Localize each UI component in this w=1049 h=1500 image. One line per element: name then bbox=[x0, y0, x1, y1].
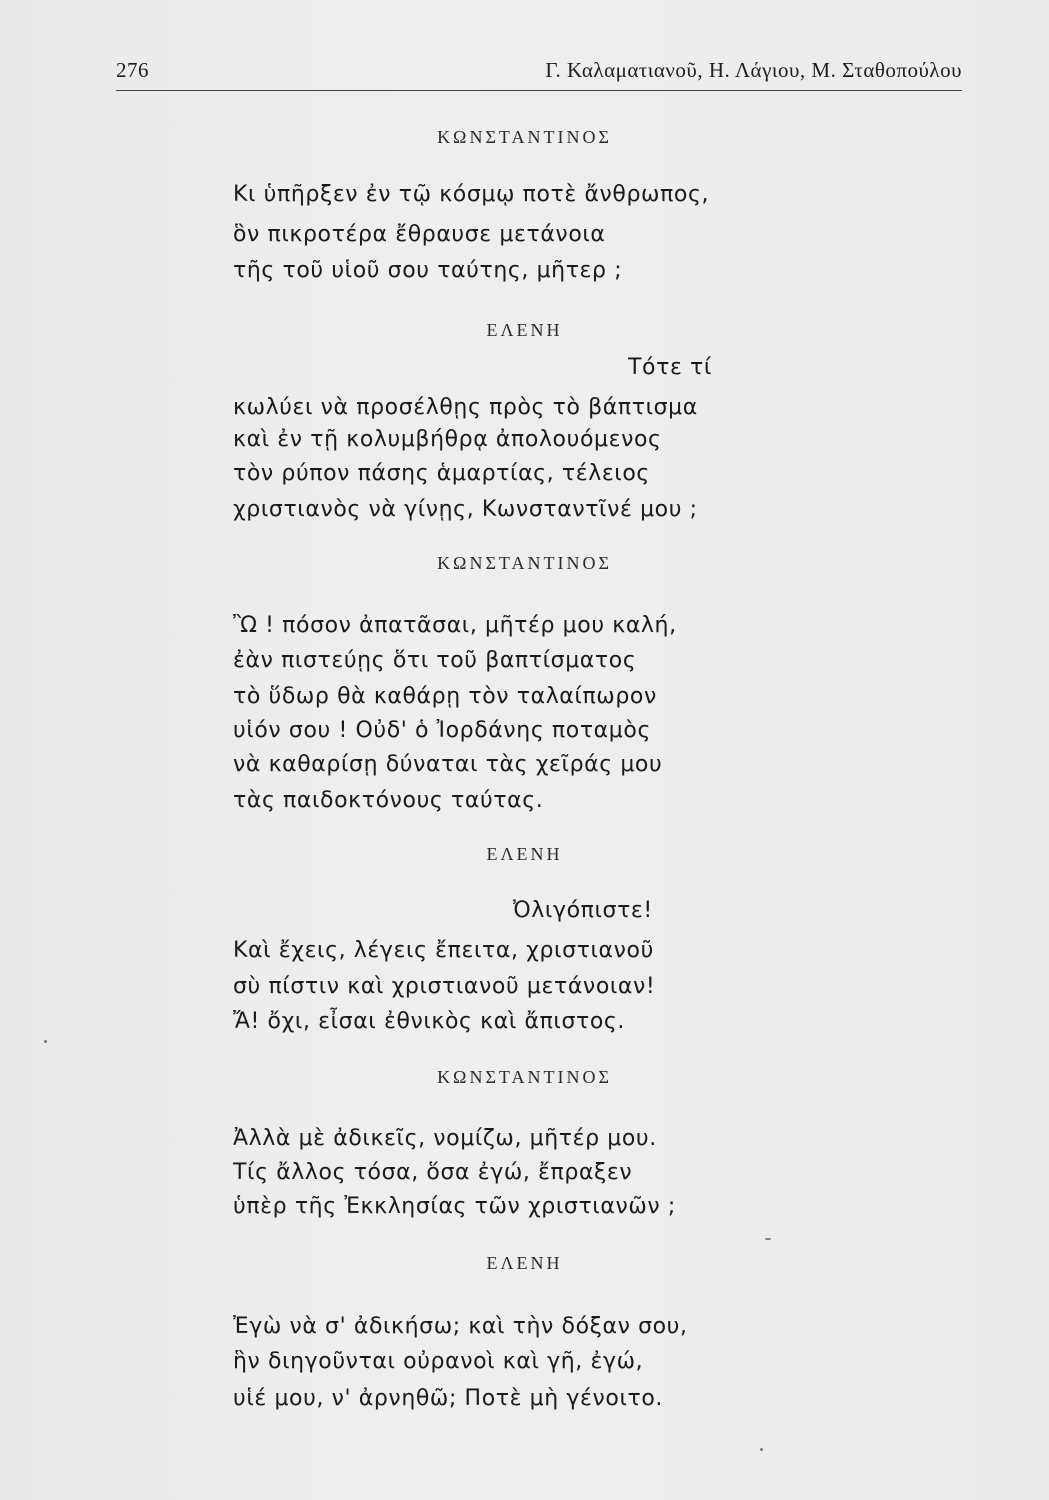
paper-speck bbox=[44, 1040, 47, 1043]
verse-line: τὸ ὕδωρ θὰ καθάρῃ τὸν ταλαίπωρον bbox=[233, 684, 657, 709]
verse-line: υἱόν σου ! Οὐδ' ὁ Ἰορδάνης ποταμὸς bbox=[233, 718, 651, 743]
verse-line: Κι ὑπῆρξεν ἐν τῷ κόσμῳ ποτὲ ἄνθρωπος, bbox=[233, 182, 710, 207]
speaker-name: ΚΩΝΣΤΑΝΤΙΝΟΣ bbox=[437, 1067, 612, 1087]
paper-speck bbox=[765, 1238, 771, 1240]
verse-line: Ἄ! ὄχι, εἶσαι ἐθνικὸς καὶ ἄπιστος. bbox=[233, 1009, 626, 1034]
verse-line: Καὶ ἔχεις, λέγεις ἔπειτα, χριστιανοῦ bbox=[233, 938, 654, 963]
verse-line: τὸν ρύπον πάσης ἁμαρτίας, τέλειος bbox=[233, 461, 650, 486]
page-number: 276 bbox=[116, 58, 149, 82]
verse-line: σὺ πίστιν καὶ χριστιανοῦ μετάνοιαν! bbox=[233, 974, 656, 999]
speaker-name: ΕΛΕΝΗ bbox=[486, 1253, 563, 1273]
verse-line: τὰς παιδοκτόνους ταύτας. bbox=[233, 788, 544, 813]
verse-line: νὰ καθαρίσῃ δύναται τὰς χεῖράς μου bbox=[233, 752, 663, 777]
verse-line: ἐὰν πιστεύῃς ὅτι τοῦ βαπτίσματος bbox=[233, 648, 637, 673]
verse-line: ὃν πικροτέρα ἔθραυσε μετάνοια bbox=[233, 222, 606, 247]
verse-line: Τίς ἄλλος τόσα, ὅσα ἐγώ, ἔπραξεν bbox=[233, 1160, 633, 1185]
verse-line: χριστιανὸς νὰ γίνῃς, Κωνσταντῖνέ μου ; bbox=[233, 497, 698, 522]
speaker-name: ΕΛΕΝΗ bbox=[486, 844, 563, 864]
verse-line: Ἐγὼ νὰ σ' ἀδικήσω; καὶ τὴν δόξαν σου, bbox=[233, 1314, 688, 1339]
header-rule bbox=[116, 90, 962, 91]
verse-line: υἱέ μου, ν' ἀρνηθῶ; Ποτὲ μὴ γένοιτο. bbox=[233, 1386, 664, 1411]
verse-line: Τότε τί bbox=[628, 355, 712, 380]
speaker-name: ΚΩΝΣΤΑΝΤΙΝΟΣ bbox=[437, 127, 612, 147]
page-header bbox=[116, 52, 962, 88]
verse-line: Ὀλιγόπιστε! bbox=[513, 898, 653, 923]
speaker-name: ΕΛΕΝΗ bbox=[486, 320, 563, 340]
verse-line: ἣν διηγοῦνται οὐρανοὶ καὶ γῆ, ἐγώ, bbox=[233, 1349, 644, 1374]
verse-line: τῆς τοῦ υἱοῦ σου ταύτης, μῆτερ ; bbox=[233, 258, 623, 283]
verse-line: Ὢ ! πόσον ἀπατᾶσαι, μῆτέρ μου καλή, bbox=[233, 613, 677, 638]
running-head: Γ. Καλαματιανοῦ, Η. Λάγιου, Μ. Σταθοπούλου bbox=[545, 58, 962, 82]
paper-speck bbox=[760, 1448, 763, 1451]
verse-line: Ἀλλὰ μὲ ἀδικεῖς, νομίζω, μῆτέρ μου. bbox=[233, 1126, 657, 1151]
verse-line: καὶ ἐν τῇ κολυμβήθρᾳ ἀπολουόμενος bbox=[233, 427, 662, 452]
verse-line: κωλύει νὰ προσέλθῃς πρὸς τὸ βάπτισμα bbox=[233, 395, 698, 420]
speaker-name: ΚΩΝΣΤΑΝΤΙΝΟΣ bbox=[437, 553, 612, 573]
verse-line: ὑπὲρ τῆς Ἐκκλησίας τῶν χριστιανῶν ; bbox=[233, 1194, 676, 1219]
